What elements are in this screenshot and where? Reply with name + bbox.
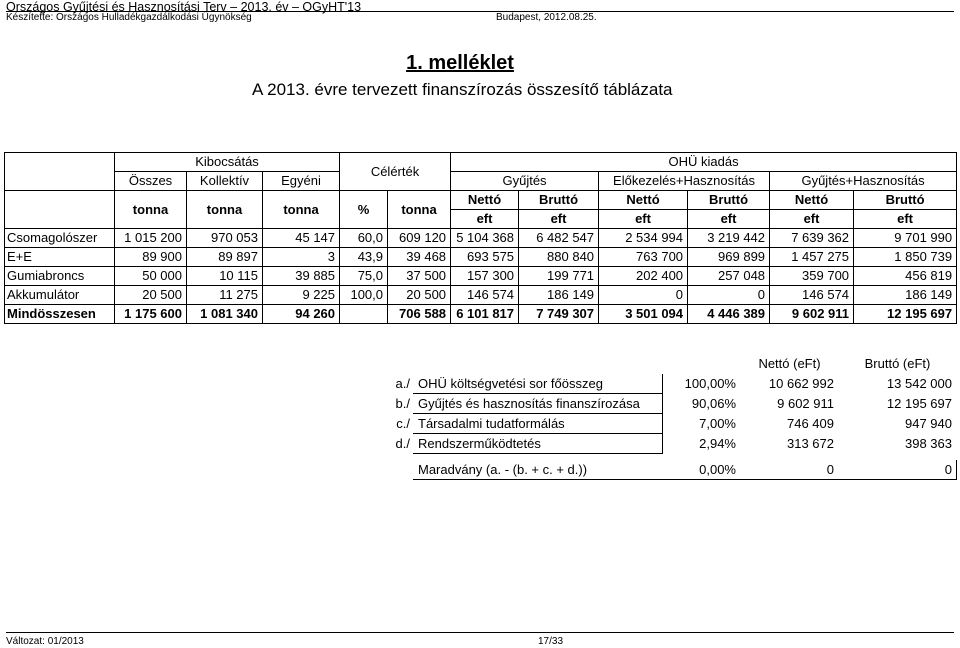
table-cell: 1 457 275 <box>770 248 854 267</box>
header-row-1 <box>5 153 957 172</box>
summary-netto: 746 409 <box>787 416 834 431</box>
header-kibocsatas: Kibocsátás <box>115 153 340 172</box>
table-cell: 157 300 <box>451 267 519 286</box>
header-brutto: Bruttó <box>519 191 599 210</box>
summary-pct: 90,06% <box>691 396 736 411</box>
table-cell: 60,0 <box>340 229 388 248</box>
table-cell: 146 574 <box>770 286 854 305</box>
table-cell: 1 175 600 <box>115 305 187 324</box>
summary-pct: 100,00% <box>684 376 736 391</box>
table-cell: 199 771 <box>519 267 599 286</box>
header-celertek: Célérték <box>340 153 451 191</box>
table-cell: 7 639 362 <box>770 229 854 248</box>
table-cell: 75,0 <box>340 267 388 286</box>
unit-tonna: tonna <box>187 191 263 229</box>
header-netto: Nettó <box>451 191 519 210</box>
table-cell: 257 048 <box>688 267 770 286</box>
financing-table <box>4 152 957 324</box>
table-row <box>5 229 957 248</box>
summary-col-brutto: Bruttó (eFt) <box>864 356 931 371</box>
annex-title: 1. melléklet <box>406 52 514 74</box>
header-row-2 <box>5 172 957 191</box>
summary-label: b./ <box>395 396 410 411</box>
header-brutto: Bruttó <box>854 191 957 210</box>
table-cell: 45 147 <box>263 229 340 248</box>
table-cell: 186 149 <box>854 286 957 305</box>
table-cell: 20 500 <box>115 286 187 305</box>
table-cell: 6 101 817 <box>451 305 519 324</box>
summary-row <box>337 374 957 394</box>
table-cell: 0 <box>688 286 770 305</box>
table-cell: 89 900 <box>115 248 187 267</box>
table-cell: 3 219 442 <box>688 229 770 248</box>
summary-col-netto: Nettó (eFt) <box>758 356 821 371</box>
table-cell: 146 574 <box>451 286 519 305</box>
summary-netto: 10 662 992 <box>768 376 834 391</box>
unit-eft: eft <box>770 210 854 229</box>
header-gyujtes: Gyűjtés <box>451 172 599 191</box>
table-cell: 7 749 307 <box>519 305 599 324</box>
table-cell: 359 700 <box>770 267 854 286</box>
table-cell: 693 575 <box>451 248 519 267</box>
table-cell: 186 149 <box>519 286 599 305</box>
table-row <box>5 286 957 305</box>
summary-brutto: 13 542 000 <box>886 376 952 391</box>
summary-netto: 313 672 <box>787 436 834 451</box>
table-subtitle: A 2013. évre tervezett finanszírozás összesítő táblázata <box>252 80 673 99</box>
table-cell: 39 885 <box>263 267 340 286</box>
table-cell: 763 700 <box>599 248 688 267</box>
table-cell: 6 482 547 <box>519 229 599 248</box>
unit-eft: eft <box>451 210 519 229</box>
summary-netto: 9 602 911 <box>777 396 834 411</box>
summary-remainder-row <box>337 460 957 480</box>
table-cell: 12 195 697 <box>854 305 957 324</box>
table-cell: 9 701 990 <box>854 229 957 248</box>
table-cell: 11 275 <box>187 286 263 305</box>
summary-desc: Rendszerműködtetés <box>413 434 663 454</box>
table-cell: 37 500 <box>388 267 451 286</box>
unit-tonna: tonna <box>263 191 340 229</box>
summary-netto: 0 <box>741 460 839 480</box>
summary-desc: Gyűjtés és hasznosítás finanszírozása <box>413 394 663 414</box>
summary-brutto: 12 195 697 <box>886 396 952 411</box>
page-number: 17/33 <box>538 636 564 647</box>
table-cell: 5 104 368 <box>451 229 519 248</box>
header-gyujtes-hasznositas: Gyűjtés+Hasznosítás <box>770 172 957 191</box>
summary-pct: 0,00% <box>663 460 741 480</box>
table-cell: 1 850 739 <box>854 248 957 267</box>
header-elokezeles: Előkezelés+Hasznosítás <box>599 172 770 191</box>
unit-eft: eft <box>854 210 957 229</box>
table-cell: 3 501 094 <box>599 305 688 324</box>
summary-pct: 7,00% <box>699 416 736 431</box>
header-netto: Nettó <box>599 191 688 210</box>
table-cell: 1 081 340 <box>187 305 263 324</box>
summary-pct: 2,94% <box>699 436 736 451</box>
unit-tonna: tonna <box>388 191 451 229</box>
summary-row <box>337 434 957 454</box>
table-cell: 43,9 <box>340 248 388 267</box>
table-cell: 202 400 <box>599 267 688 286</box>
summary-brutto: 947 940 <box>905 416 952 431</box>
unit-eft: eft <box>519 210 599 229</box>
row-label: E+E <box>5 248 115 267</box>
table-cell: 10 115 <box>187 267 263 286</box>
table-cell: 969 899 <box>688 248 770 267</box>
table-cell: 9 225 <box>263 286 340 305</box>
unit-tonna: tonna <box>115 191 187 229</box>
table-cell: 1 015 200 <box>115 229 187 248</box>
unit-percent: % <box>340 191 388 229</box>
page-footer <box>6 632 954 648</box>
summary-row <box>337 414 957 434</box>
unit-eft: eft <box>688 210 770 229</box>
header-brutto: Bruttó <box>688 191 770 210</box>
table-row <box>5 267 957 286</box>
table-cell: 9 602 911 <box>770 305 854 324</box>
summary-brutto: 0 <box>839 460 957 480</box>
table-cell: 94 260 <box>263 305 340 324</box>
table-cell: 0 <box>599 286 688 305</box>
table-cell: 89 897 <box>187 248 263 267</box>
table-cell: 100,0 <box>340 286 388 305</box>
table-cell: 609 120 <box>388 229 451 248</box>
header-kollektiv: Kollektív <box>187 172 263 191</box>
header-osszes: Összes <box>115 172 187 191</box>
summary-label: a./ <box>395 376 410 391</box>
document-title: Országos Gyűjtési és Hasznosítási Terv – 2013. év – OGyHT'13 <box>6 0 362 14</box>
header-row-3 <box>5 191 957 210</box>
table-cell <box>340 305 388 324</box>
document-author: Készítette: Országos Hulladékgazdálkodási Ügynökség <box>6 12 252 23</box>
table-cell: 3 <box>263 248 340 267</box>
summary-brutto: 398 363 <box>905 436 952 451</box>
table-cell: 4 446 389 <box>688 305 770 324</box>
total-label: Mindösszesen <box>5 305 115 324</box>
summary-header-row <box>337 354 957 374</box>
table-cell: 456 819 <box>854 267 957 286</box>
summary-table <box>336 353 957 480</box>
row-label: Akkumulátor <box>5 286 115 305</box>
total-row <box>5 305 957 324</box>
header-egyeni: Egyéni <box>263 172 340 191</box>
table-cell: 880 840 <box>519 248 599 267</box>
table-cell: 706 588 <box>388 305 451 324</box>
page-header <box>6 0 954 24</box>
summary-label: d./ <box>395 436 410 451</box>
table-cell: 20 500 <box>388 286 451 305</box>
header-netto: Nettó <box>770 191 854 210</box>
table-cell: 39 468 <box>388 248 451 267</box>
version-label: Változat: 01/2013 <box>6 636 84 647</box>
summary-desc: Maradvány (a. - (b. + c. + d.)) <box>413 460 663 480</box>
row-label: Gumiabroncs <box>5 267 115 286</box>
table-cell: 50 000 <box>115 267 187 286</box>
summary-desc: Társadalmi tudatformálás <box>413 414 663 434</box>
document-date: Budapest, 2012.08.25. <box>496 12 597 23</box>
table-row <box>5 248 957 267</box>
summary-row <box>337 394 957 414</box>
header-ohu-kiadas: OHÜ kiadás <box>451 153 957 172</box>
unit-eft: eft <box>599 210 688 229</box>
summary-desc: OHÜ költségvetési sor főösszeg <box>413 374 663 394</box>
table-cell: 2 534 994 <box>599 229 688 248</box>
table-cell: 970 053 <box>187 229 263 248</box>
summary-label: c./ <box>396 416 410 431</box>
row-label: Csomagolószer <box>5 229 115 248</box>
